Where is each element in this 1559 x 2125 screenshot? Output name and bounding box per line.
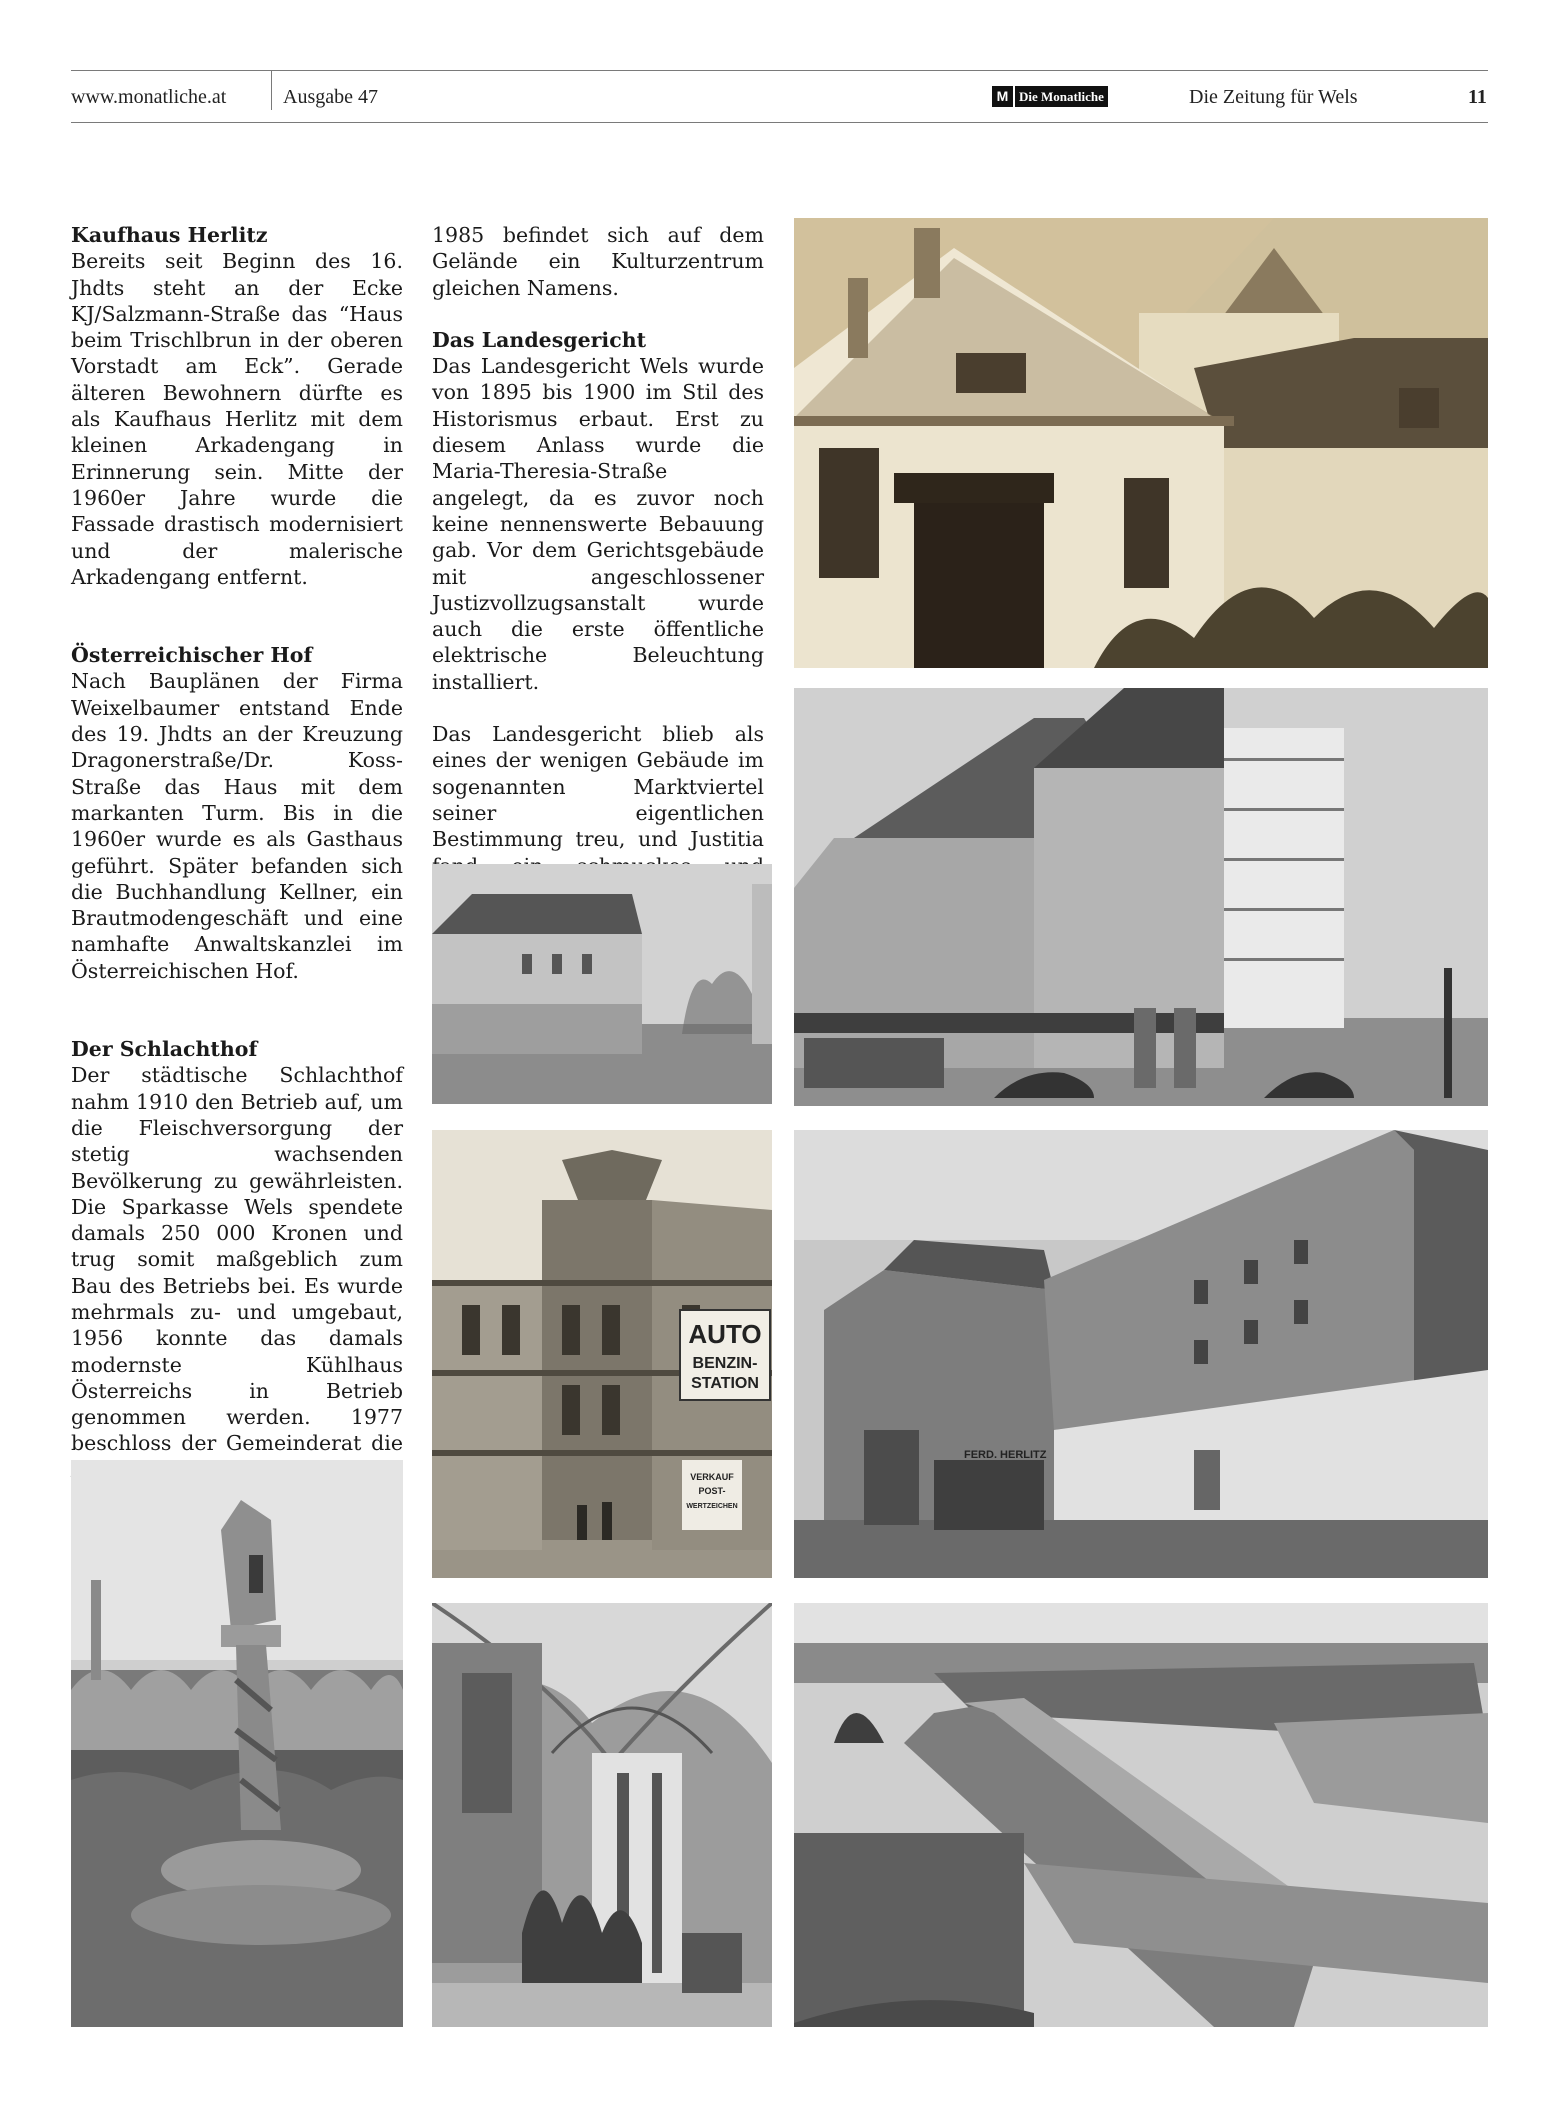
sign-auto: AUTO	[688, 1319, 762, 1349]
sign-benzin: BENZIN-	[692, 1355, 758, 1372]
logo-mark: M	[992, 86, 1013, 107]
photo-oesterreichischer-hof	[432, 1130, 772, 1578]
sign-post: POST-	[698, 1486, 726, 1496]
photo-landesgericht	[794, 218, 1488, 668]
heading-herlitz: Kaufhaus Herlitz	[71, 223, 268, 247]
header-separator	[271, 70, 272, 110]
header-top-rule	[71, 70, 1488, 71]
text-schlachthof: Der städtische Schlachthof nahm 1910 den Betrieb auf, um die Fleischversorgung der stetig wachsenden Bevölkerung zu gewährleisten. Die Sparkasse Wels spendete damals 250 000 Kronen und trug somit maßgeblich zum Bau des Betriebs bei. Es wurde mehrmals zu- und umgebaut, 1956 konnte das damals modernste Kühlhaus Österreichs in Betrieb genommen werden. 1977 beschloss der Gemeinderat die	[71, 1063, 403, 1456]
column-middle	[432, 222, 764, 905]
heading-hof: Österreichischer Hof	[71, 643, 313, 668]
photo-arkaden-innen	[432, 1603, 772, 2027]
sign-station: STATION	[691, 1375, 759, 1392]
text-landesgericht-2-body: Das Landesgericht blieb als eines der wenigen Gebäude im sogenannten Marktviertel seiner eigentlichen Bestimmung treu, und Justitia	[432, 722, 764, 852]
masthead-logo	[992, 86, 1108, 107]
heading-schlachthof: Der Schlachthof	[71, 1037, 258, 1062]
photo-arkaden-luftbild	[794, 1603, 1488, 2027]
photo-herlitz-building	[794, 1130, 1488, 1578]
text-herlitz: Bereits seit Beginn des 16. Jhdts steht an der Ecke KJ/Salzmann-Straße das “Haus beim Trischlbrun in der oberen Vorstadt am Eck”. Gerade älteren Bewohnern dürfte es als Kaufhaus Herlitz mit dem kleinen Arkadengang in Erinnerung sein. Mitte der 1960er Jahre wurde die Fassade drastisch modernisiert und der malerische Arkadengang entfernt.	[71, 249, 403, 589]
column-left	[71, 222, 403, 1509]
logo-name: Die Monatliche	[1015, 86, 1108, 107]
page-number: 11	[1468, 86, 1487, 108]
sign-herlitz: FERD. HERLITZ	[964, 1449, 1047, 1461]
sign-wertzeichen: WERTZEICHEN	[686, 1503, 738, 1510]
issue-number: Ausgabe 47	[283, 86, 378, 108]
heading-landesgericht: Das Landesgericht	[432, 327, 647, 352]
text-hof: Nach Bauplänen der Firma Weixelbaumer entstand Ende des 19. Jhdts an der Kreuzung Dragonerstraße/Dr. Koss-Straße das Haus mit dem markanten Turm. Bis in die 1960er wurde es als Gasthaus geführt. Später befanden sich die Buchhandlung Kellner, ein Brautmodengeschäft und eine namhafte Anwaltskanzlei im Österreichischen Hof.	[71, 669, 403, 983]
header-bottom-rule	[71, 122, 1488, 123]
photo-kaufhaus-herlitz	[794, 688, 1488, 1106]
sign-verkauf: VERKAUF	[690, 1472, 734, 1482]
site-url[interactable]: www.monatliche.at	[71, 86, 227, 108]
photo-schlachthof-street	[432, 864, 772, 1104]
photo-bildstock	[71, 1460, 403, 2027]
tagline: Die Zeitung für Wels	[1189, 86, 1358, 108]
text-schlachthof-continued: 1985 befindet sich auf dem Gelände ein Kulturzentrum gleichen Namens.	[432, 223, 764, 300]
text-landesgericht-1: Das Landesgericht Wels wurde von 1895 bis 1900 im Stil des Historismus erbaut. Erst zu diesem Anlass wurde die Maria-Theresia-Straße angelegt, da es zuvor noch keine nennenswerte Bebauung gab. Vor dem Gerichtsgebäude mit angeschlossener Justizvollzugsanstalt wurde auch die erste öffentliche elektrische Beleuchtung installiert.	[432, 354, 764, 694]
